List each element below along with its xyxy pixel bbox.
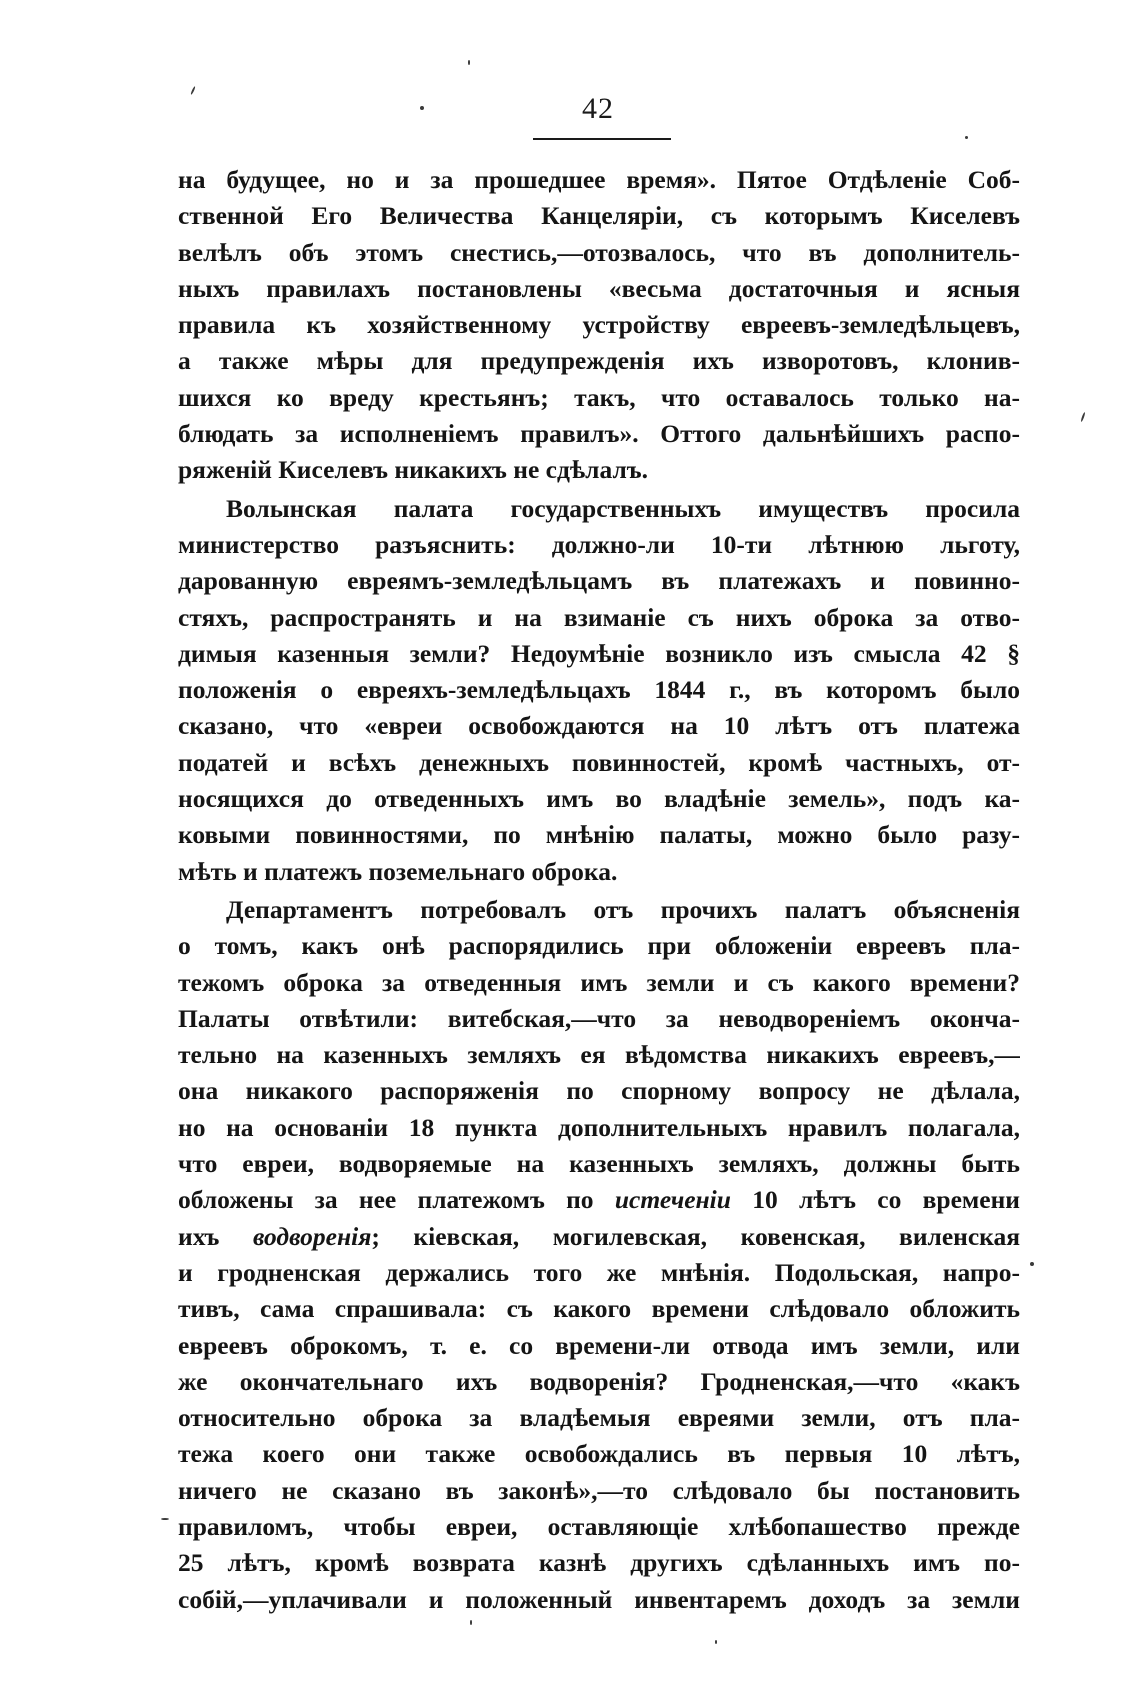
text-line: тежомъ оброка за отведенныя имъ земли и съ какого времени? (178, 967, 1020, 997)
text-body (178, 162, 1020, 1618)
text-line: евреевъ оброкомъ, т. е. со времени-ли отвода имъ земли, или (178, 1330, 1020, 1360)
text-line: правила къ хозяйственному устройству евреевъ-земледѣльцевъ, (178, 310, 1020, 340)
paragraph-3 (178, 892, 1020, 1618)
text-line: блюдать за исполненіемъ правилъ». Оттого дальнѣйшихъ распо- (178, 419, 1020, 449)
scan-speck (715, 1640, 717, 1644)
scan-speck (161, 1518, 169, 1520)
text-line: Волынская палата государственныхъ имуществъ просила (226, 493, 1020, 523)
text-line: димыя казенныя земли? Недоумѣніе возникло изъ смысла 42 § (178, 638, 1020, 668)
line-post: ; кіевская, могилевская, ковенская, виленская (371, 1221, 1020, 1251)
text-line: ственной Его Величества Канцеляріи, съ которымъ Киселевъ (178, 201, 1020, 231)
text-line: сказано, что «евреи освобождаются на 10 лѣтъ отъ платежа (178, 711, 1020, 741)
text-line: мѣть и платежъ поземельнаго оброка. (178, 856, 618, 886)
text-line: тежа коего они также освобождались въ первыя 10 лѣтъ, (178, 1439, 1020, 1469)
line-pre: ихъ (178, 1221, 253, 1251)
paragraph-1 (178, 162, 1020, 489)
text-line: министерство разъяснить: должно-ли 10-ти лѣтнюю льготу, (178, 529, 1020, 559)
line-post: 10 лѣтъ со времени (730, 1185, 1020, 1215)
text-line: дарованную евреямъ-земледѣльцамъ въ платежахъ и повинно- (178, 566, 1020, 596)
text-line: ничего не сказано въ законѣ»,—то слѣдовало бы постановить (178, 1475, 1020, 1505)
text-line: относительно оброка за владѣемыя евреями земли, отъ пла- (178, 1403, 1020, 1433)
italic-word: водворенія (252, 1221, 372, 1251)
text-line: но на основаніи 18 пункта дополнительныхъ нравилъ полагала, (178, 1112, 1020, 1142)
text-line: Палаты отвѣтили: витебская,—что за неводвореніемъ оконча- (178, 1003, 1020, 1033)
scan-speck (470, 1620, 472, 1625)
text-line: Департаментъ потребовалъ отъ прочихъ палатъ объясненія (226, 894, 1020, 924)
text-line: и гродненская держались того же мнѣнія. Подольская, напро- (178, 1257, 1020, 1287)
scan-speck (468, 60, 470, 65)
text-line: ныхъ правилахъ постановлены «весьма достаточныя и ясныя (178, 273, 1020, 303)
line-pre: обложены за нее платежомъ по (178, 1185, 615, 1215)
scan-speck (1030, 1262, 1034, 1266)
header-rule (533, 138, 671, 140)
text-line: собій,—уплачивали и положенный инвентаремъ доходъ за земли (178, 1584, 1020, 1614)
text-line: стяхъ, распространять и на взиманіе съ нихъ оброка за отво- (178, 602, 1020, 632)
text-line: велѣлъ объ этомъ снестись,—отозвалось, что въ дополнитель- (178, 237, 1020, 267)
text-line: носящихся до отведенныхъ имъ во владѣніе земель», подъ ка- (178, 784, 1020, 814)
text-line: положенія о евреяхъ-земледѣльцахъ 1844 г., въ которомъ было (178, 675, 1020, 705)
text-line: о томъ, какъ онѣ распорядились при обложеніи евреевъ пла- (178, 931, 1020, 961)
scan-speck (1080, 412, 1085, 422)
text-line: а также мѣры для предупрежденія ихъ изворотовъ, клонив- (178, 346, 1020, 376)
text-line: правиломъ, чтобы евреи, оставляющіе хлѣбопашество прежде (178, 1511, 1020, 1541)
text-line: тивъ, сама спрашивала: съ какого времени слѣдовало обложить (178, 1294, 1020, 1324)
text-line: ковыми повинностями, по мнѣнію палаты, можно было разу- (178, 820, 1020, 850)
text-line: податей и всѣхъ денежныхъ повинностей, кромѣ частныхъ, от- (178, 747, 1020, 777)
text-line: же окончательнаго ихъ водворенія? Гродненская,—что «какъ (178, 1366, 1020, 1396)
text-line: 25 лѣтъ, кромѣ возврата казнѣ другихъ сдѣланныхъ имъ по- (178, 1548, 1020, 1578)
italic-word: истеченіи (614, 1185, 731, 1215)
page-number: 42 (582, 92, 614, 125)
text-line: на будущее, но и за прошедшее время». Пятое Отдѣленіе Соб- (178, 165, 1020, 194)
text-line: тельно на казенныхъ земляхъ ея вѣдомства никакихъ евреевъ,— (178, 1040, 1020, 1070)
text-line-italic-2 (178, 1219, 1020, 1255)
paragraph-2 (178, 491, 1020, 890)
text-line: шихся ко вреду крестьянъ; такъ, что оставалось только на- (178, 382, 1020, 412)
text-line: ряженій Киселевъ никакихъ не сдѣлалъ. (178, 455, 649, 485)
scan-speck (420, 106, 424, 110)
scan-speck (965, 136, 968, 139)
text-line: что евреи, водворяемые на казенныхъ земляхъ, должны быть (178, 1149, 1020, 1179)
text-line-italic-1 (178, 1182, 1020, 1218)
text-line: она никакого распоряженія по спорному вопросу не дѣлала, (178, 1076, 1020, 1106)
